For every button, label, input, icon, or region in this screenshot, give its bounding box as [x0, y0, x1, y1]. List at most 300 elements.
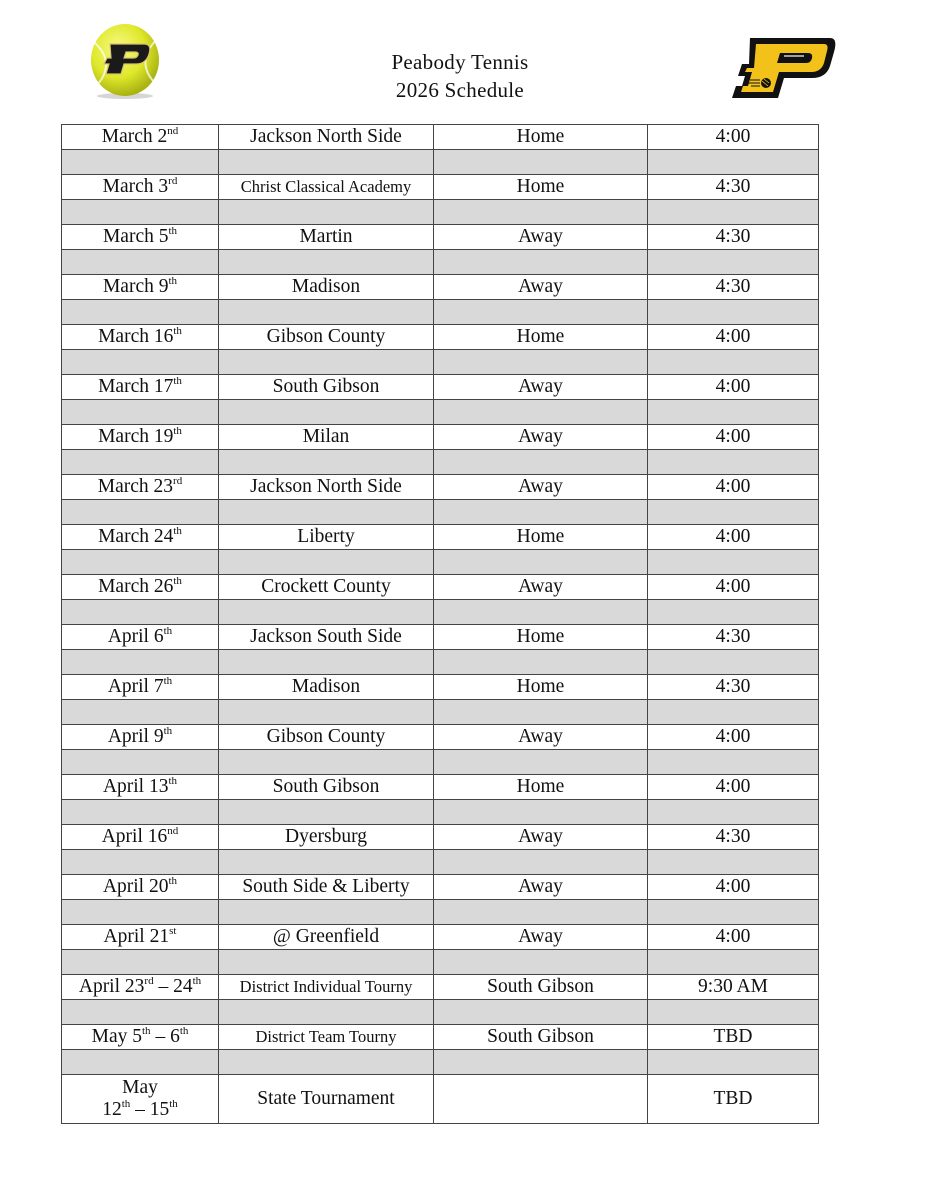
match-date: April 21 [103, 926, 170, 947]
match-time: 4:00 [715, 526, 751, 547]
date-cell [62, 475, 219, 500]
match-row [62, 325, 819, 350]
match-location: Away [518, 876, 563, 897]
spacer-cell [62, 150, 219, 175]
date-suffix: th [121, 1098, 131, 1110]
spacer-cell [434, 200, 648, 225]
match-time: 4:00 [715, 126, 751, 147]
spacer-cell [648, 350, 819, 375]
spacer-cell [219, 750, 434, 775]
match-location: Away [518, 826, 563, 847]
date-suffix: rd [168, 175, 178, 187]
spacer-cell [648, 200, 819, 225]
spacer-cell [219, 250, 434, 275]
match-time: 4:00 [715, 476, 751, 497]
spacer-cell [62, 200, 219, 225]
match-date: March 2 [101, 126, 168, 147]
spacer-row [62, 300, 819, 325]
opponent-cell [219, 475, 434, 500]
time-cell [648, 675, 819, 700]
tournament-location: South Gibson [487, 1026, 594, 1047]
tournament-name: District Individual Tourny [239, 977, 413, 996]
spacer-cell [219, 500, 434, 525]
spacer-cell [434, 650, 648, 675]
date-cell [62, 125, 219, 150]
spacer-cell [648, 600, 819, 625]
match-row [62, 725, 819, 750]
match-location: Away [518, 376, 563, 397]
opponent-cell [219, 425, 434, 450]
spacer-cell [648, 1000, 819, 1025]
opponent-cell [219, 825, 434, 850]
spacer-row [62, 400, 819, 425]
location-cell [434, 1075, 648, 1124]
date-cell [62, 425, 219, 450]
match-date: March 26 [98, 576, 174, 597]
spacer-cell [434, 600, 648, 625]
date-start: May 5 [91, 1026, 142, 1047]
opponent-cell [219, 375, 434, 400]
date-suffix: th [173, 525, 182, 537]
time-cell [648, 825, 819, 850]
match-time: 4:00 [715, 726, 751, 747]
match-time: 4:30 [715, 826, 751, 847]
match-time: 4:30 [715, 276, 751, 297]
spacer-cell [62, 550, 219, 575]
match-date: March 19 [98, 426, 174, 447]
spacer-cell [434, 300, 648, 325]
match-location: Home [516, 526, 565, 547]
tournament-name: District Team Tourny [255, 1027, 397, 1046]
date-start: 12 [102, 1099, 122, 1120]
time-cell [648, 975, 819, 1000]
opponent-cell [219, 975, 434, 1000]
opponent-name: @ Greenfield [272, 926, 380, 947]
date-cell [62, 275, 219, 300]
match-row [62, 625, 819, 650]
match-time: 4:00 [715, 876, 751, 897]
opponent-name: Gibson County [266, 326, 386, 347]
match-location: Away [518, 426, 563, 447]
spacer-cell [62, 450, 219, 475]
date-start: April 23 [78, 976, 145, 997]
opponent-cell [219, 575, 434, 600]
tournament-time: TBD [713, 1088, 753, 1109]
spacer-cell [219, 400, 434, 425]
date-cell [62, 325, 219, 350]
opponent-cell [219, 875, 434, 900]
time-cell [648, 475, 819, 500]
location-cell [434, 1025, 648, 1050]
spacer-cell [219, 150, 434, 175]
spacer-cell [62, 1050, 219, 1075]
match-location: Home [516, 626, 565, 647]
spacer-cell [648, 500, 819, 525]
location-cell [434, 775, 648, 800]
match-date: April 20 [102, 876, 169, 897]
spacer-cell [219, 1000, 434, 1025]
spacer-cell [434, 850, 648, 875]
date-suffix: th [163, 625, 173, 637]
time-cell [648, 125, 819, 150]
date-cell [62, 1075, 219, 1124]
match-location: Home [516, 176, 565, 197]
spacer-cell [434, 800, 648, 825]
match-row [62, 375, 819, 400]
match-row [62, 925, 819, 950]
time-cell [648, 575, 819, 600]
location-cell [434, 975, 648, 1000]
match-location: Away [518, 476, 563, 497]
date-cell [62, 175, 219, 200]
spacer-cell [648, 300, 819, 325]
spacer-cell [219, 900, 434, 925]
location-cell [434, 675, 648, 700]
opponent-cell [219, 125, 434, 150]
tournament-location: South Gibson [487, 976, 594, 997]
spacer-cell [434, 700, 648, 725]
location-cell [434, 275, 648, 300]
opponent-name: Madison [291, 676, 361, 697]
match-date: March 24 [98, 526, 174, 547]
match-row [62, 775, 819, 800]
opponent-cell [219, 275, 434, 300]
match-time: 4:00 [715, 426, 751, 447]
location-cell [434, 625, 648, 650]
match-date: April 6 [107, 626, 164, 647]
date-cell [62, 225, 219, 250]
opponent-name: South Gibson [272, 776, 380, 797]
match-location: Away [518, 726, 563, 747]
tournament-time: TBD [713, 1026, 753, 1047]
spacer-cell [434, 450, 648, 475]
spacer-row [62, 800, 819, 825]
date-suffix: th [173, 575, 182, 587]
match-date: April 13 [102, 776, 169, 797]
spacer-row [62, 700, 819, 725]
spacer-row [62, 600, 819, 625]
spacer-row [62, 650, 819, 675]
spacer-cell [219, 700, 434, 725]
opponent-cell [219, 925, 434, 950]
spacer-cell [434, 150, 648, 175]
spacer-cell [434, 250, 648, 275]
opponent-name: Madison [291, 276, 361, 297]
spacer-cell [62, 950, 219, 975]
tennis-ball-logo [86, 22, 164, 100]
spacer-row [62, 1000, 819, 1025]
spacer-cell [648, 550, 819, 575]
date-cell [62, 675, 219, 700]
spacer-cell [219, 800, 434, 825]
match-location: Home [516, 126, 565, 147]
date-suffix: st [169, 925, 177, 937]
spacer-cell [648, 1050, 819, 1075]
time-cell [648, 625, 819, 650]
match-location: Away [518, 276, 563, 297]
match-row [62, 475, 819, 500]
opponent-cell [219, 675, 434, 700]
date-suffix: th [192, 975, 202, 987]
page-title: Peabody Tennis [391, 50, 529, 74]
spacer-cell [219, 200, 434, 225]
spacer-cell [219, 550, 434, 575]
match-row [62, 275, 819, 300]
spacer-cell [219, 300, 434, 325]
match-time: 4:30 [715, 676, 751, 697]
opponent-cell [219, 775, 434, 800]
time-cell [648, 325, 819, 350]
opponent-cell [219, 1025, 434, 1050]
spacer-cell [62, 500, 219, 525]
date-suffix: rd [173, 475, 183, 487]
opponent-name: Jackson North Side [250, 476, 402, 497]
date-cell [62, 375, 219, 400]
spacer-cell [434, 550, 648, 575]
date-suffix: rd [144, 975, 154, 987]
spacer-row [62, 900, 819, 925]
date-cell [62, 525, 219, 550]
spacer-cell [648, 650, 819, 675]
opponent-cell [219, 175, 434, 200]
date-suffix: th [179, 1025, 189, 1037]
time-cell [648, 775, 819, 800]
spacer-cell [434, 500, 648, 525]
date-suffix: nd [167, 125, 179, 137]
time-cell [648, 225, 819, 250]
match-location: Away [518, 226, 563, 247]
location-cell [434, 375, 648, 400]
opponent-name: Liberty [297, 526, 355, 547]
spacer-cell [648, 900, 819, 925]
spacer-cell [219, 450, 434, 475]
spacer-row [62, 550, 819, 575]
time-cell [648, 175, 819, 200]
date-suffix: th [168, 225, 178, 237]
match-time: 4:30 [715, 226, 751, 247]
date-suffix: th [173, 375, 182, 387]
spacer-row [62, 450, 819, 475]
match-date: March 23 [97, 476, 174, 497]
time-cell [648, 525, 819, 550]
spacer-cell [62, 350, 219, 375]
spacer-cell [62, 600, 219, 625]
match-location: Away [518, 576, 563, 597]
location-cell [434, 425, 648, 450]
tournament-row [62, 975, 819, 1000]
opponent-name: South Side & Liberty [242, 876, 410, 897]
spacer-cell [62, 300, 219, 325]
schedule-table [61, 124, 819, 1124]
match-date: April 7 [107, 676, 164, 697]
opponent-name: Gibson County [266, 726, 386, 747]
spacer-cell [434, 1000, 648, 1025]
spacer-cell [219, 350, 434, 375]
spacer-cell [434, 950, 648, 975]
date-suffix: th [142, 1025, 151, 1037]
match-row [62, 125, 819, 150]
match-date: March 5 [102, 226, 169, 247]
date-suffix: nd [167, 825, 179, 837]
spacer-row [62, 950, 819, 975]
spacer-cell [62, 850, 219, 875]
location-cell [434, 225, 648, 250]
opponent-cell [219, 625, 434, 650]
spacer-row [62, 500, 819, 525]
match-location: Home [516, 326, 565, 347]
date-month: May [122, 1077, 158, 1098]
match-time: 4:00 [715, 326, 751, 347]
opponent-name: Crockett County [261, 576, 391, 597]
match-time: 4:00 [715, 376, 751, 397]
match-location: Home [516, 676, 565, 697]
time-cell [648, 725, 819, 750]
location-cell [434, 175, 648, 200]
match-date: March 17 [98, 376, 174, 397]
date-suffix: th [173, 425, 182, 437]
tournament-row [62, 1025, 819, 1050]
spacer-cell [62, 750, 219, 775]
match-row [62, 425, 819, 450]
match-location: Away [518, 926, 563, 947]
match-date: April 16 [101, 826, 168, 847]
match-time: 4:30 [715, 176, 751, 197]
date-cell [62, 1025, 219, 1050]
date-cell [62, 825, 219, 850]
opponent-cell [219, 525, 434, 550]
spacer-row [62, 750, 819, 775]
opponent-name: Martin [299, 226, 353, 247]
spacer-cell [219, 600, 434, 625]
time-cell [648, 1075, 819, 1124]
opponent-name: South Gibson [272, 376, 380, 397]
location-cell [434, 575, 648, 600]
spacer-cell [648, 850, 819, 875]
date-suffix: th [173, 325, 182, 337]
match-date: March 9 [102, 276, 169, 297]
match-row [62, 175, 819, 200]
spacer-cell [62, 1000, 219, 1025]
location-cell [434, 125, 648, 150]
match-date: April 9 [107, 726, 164, 747]
match-row [62, 225, 819, 250]
page-subtitle: 2026 Schedule [395, 78, 525, 102]
spacer-cell [648, 400, 819, 425]
opponent-name: Dyersburg [285, 826, 367, 847]
spacer-cell [434, 750, 648, 775]
opponent-cell [219, 225, 434, 250]
spacer-cell [62, 650, 219, 675]
location-cell [434, 475, 648, 500]
date-end: – 24 [153, 976, 193, 997]
date-suffix: th [163, 725, 173, 737]
spacer-row [62, 1050, 819, 1075]
tournament-time: 9:30 AM [698, 976, 768, 997]
match-row [62, 675, 819, 700]
location-cell [434, 725, 648, 750]
match-location: Home [516, 776, 565, 797]
time-cell [648, 375, 819, 400]
date-cell [62, 625, 219, 650]
spacer-cell [434, 350, 648, 375]
match-time: 4:00 [715, 926, 751, 947]
date-cell [62, 775, 219, 800]
match-row [62, 575, 819, 600]
spacer-row [62, 850, 819, 875]
match-row [62, 875, 819, 900]
match-row [62, 525, 819, 550]
spacer-cell [648, 750, 819, 775]
location-cell [434, 875, 648, 900]
spacer-cell [648, 950, 819, 975]
spacer-cell [219, 950, 434, 975]
date-suffix: th [168, 775, 178, 787]
time-cell [648, 925, 819, 950]
match-row [62, 825, 819, 850]
location-cell [434, 525, 648, 550]
location-cell [434, 925, 648, 950]
opponent-name: Jackson North Side [250, 126, 402, 147]
time-cell [648, 875, 819, 900]
spacer-cell [434, 400, 648, 425]
date-suffix: th [168, 875, 178, 887]
spacer-cell [62, 800, 219, 825]
spacer-cell [434, 1050, 648, 1075]
opponent-cell [219, 725, 434, 750]
spacer-row [62, 350, 819, 375]
match-time: 4:00 [715, 576, 751, 597]
match-time: 4:30 [715, 626, 751, 647]
spacer-row [62, 200, 819, 225]
location-cell [434, 825, 648, 850]
spacer-cell [648, 800, 819, 825]
date-suffix: th [163, 675, 173, 687]
spacer-cell [62, 250, 219, 275]
date-cell [62, 925, 219, 950]
match-date: March 3 [102, 176, 169, 197]
time-cell [648, 275, 819, 300]
opponent-name: Milan [302, 426, 350, 447]
time-cell [648, 425, 819, 450]
time-cell [648, 1025, 819, 1050]
date-cell [62, 875, 219, 900]
location-cell [434, 325, 648, 350]
spacer-cell [219, 850, 434, 875]
date-end: – 15 [130, 1099, 170, 1120]
date-end: – 6 [150, 1026, 180, 1047]
spacer-cell [648, 250, 819, 275]
p-tennis-logo [728, 36, 836, 100]
spacer-cell [648, 450, 819, 475]
opponent-name: Jackson South Side [250, 626, 402, 647]
spacer-cell [219, 1050, 434, 1075]
spacer-cell [648, 150, 819, 175]
opponent-name: Christ Classical Academy [240, 177, 412, 196]
spacer-row [62, 150, 819, 175]
date-cell [62, 975, 219, 1000]
spacer-cell [62, 700, 219, 725]
spacer-cell [62, 400, 219, 425]
match-time: 4:00 [715, 776, 751, 797]
tournament-name: State Tournament [257, 1088, 395, 1109]
opponent-cell [219, 325, 434, 350]
spacer-row [62, 250, 819, 275]
spacer-cell [62, 900, 219, 925]
date-cell [62, 725, 219, 750]
state-tournament-row [62, 1075, 819, 1124]
opponent-cell [219, 1075, 434, 1124]
date-cell [62, 575, 219, 600]
